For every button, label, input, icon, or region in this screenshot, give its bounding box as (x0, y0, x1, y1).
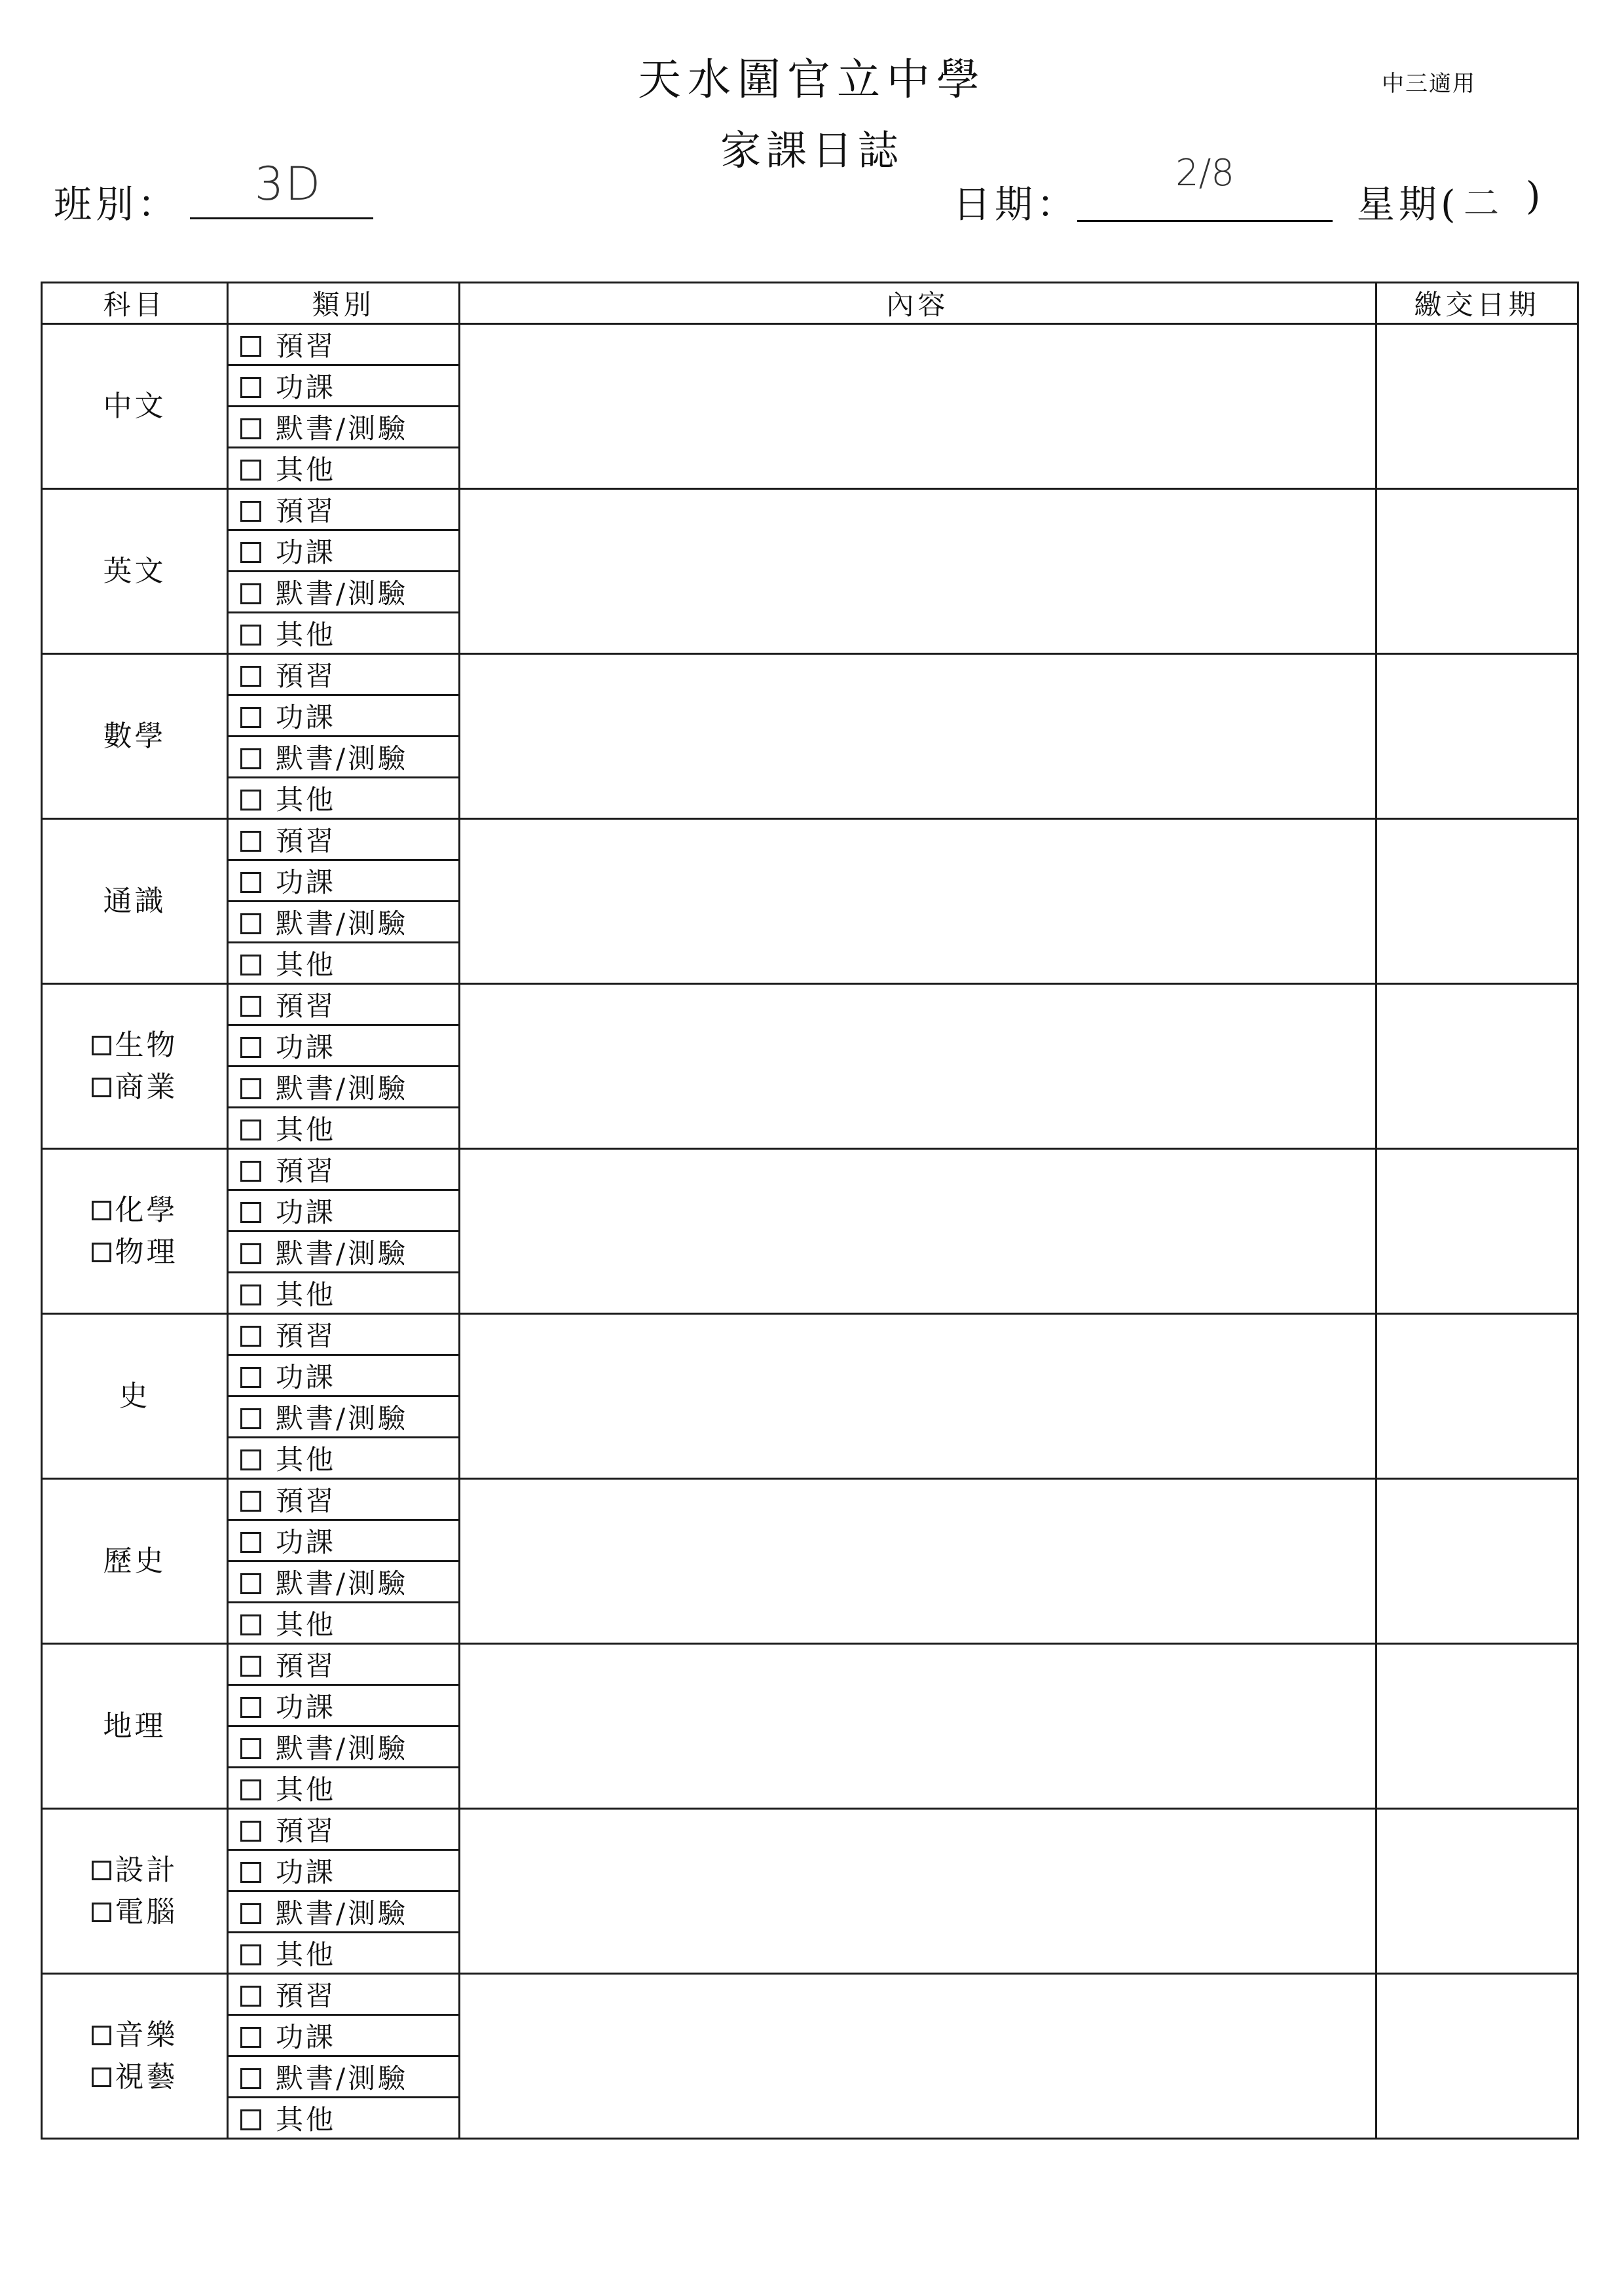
category-cell[interactable] (228, 365, 460, 407)
table-row (42, 489, 1578, 530)
homework-table-body (42, 324, 1578, 2139)
due-date-cell[interactable] (1376, 654, 1578, 819)
content-cell[interactable] (460, 1479, 1376, 1644)
category-cell[interactable] (228, 1685, 460, 1726)
category-cell[interactable] (228, 1355, 460, 1396)
table-row (42, 819, 1578, 860)
category-cell[interactable] (228, 530, 460, 572)
category-cell[interactable] (228, 1768, 460, 1809)
category-cell[interactable] (228, 1190, 460, 1231)
category-label: 預習 (276, 330, 337, 362)
category-cell[interactable] (228, 1933, 460, 1974)
header-due-date: 繳交日期 (1376, 283, 1578, 324)
subject-cell (42, 489, 228, 654)
header-category: 類別 (228, 283, 460, 324)
category-checkbox[interactable] (240, 1449, 261, 1470)
category-checkbox[interactable] (240, 707, 261, 728)
category-checkbox[interactable] (240, 666, 261, 687)
due-date-cell[interactable] (1376, 1809, 1578, 1974)
subject-name: 物理 (115, 1235, 178, 1269)
category-cell[interactable] (228, 860, 460, 902)
category-label: 預習 (276, 495, 337, 527)
header-content: 內容 (460, 283, 1376, 324)
content-cell[interactable] (460, 1974, 1376, 2139)
category-label: 功課 (276, 1526, 337, 1558)
subject-option[interactable] (43, 1066, 227, 1108)
category-cell[interactable] (228, 613, 460, 654)
category-label: 功課 (276, 1196, 337, 1228)
category-checkbox[interactable] (240, 1738, 261, 1759)
content-cell[interactable] (460, 1149, 1376, 1314)
category-label: 默書/測驗 (276, 1402, 409, 1434)
category-cell[interactable] (228, 819, 460, 860)
category-checkbox[interactable] (240, 1779, 261, 1800)
category-label: 其他 (276, 2104, 337, 2136)
subject-name: 商業 (115, 1070, 178, 1104)
category-cell[interactable] (228, 1603, 460, 1644)
category-label: 其他 (276, 1444, 337, 1476)
category-checkbox[interactable] (240, 996, 261, 1017)
category-cell[interactable] (228, 1644, 460, 1685)
subject-option (43, 716, 227, 757)
category-label: 預習 (276, 1650, 337, 1682)
category-label: 功課 (276, 371, 337, 403)
subject-option[interactable] (43, 1231, 227, 1273)
category-label: 其他 (276, 1609, 337, 1641)
category-cell[interactable] (228, 407, 460, 448)
subject-cell (42, 1149, 228, 1314)
due-date-cell[interactable] (1376, 489, 1578, 654)
category-cell[interactable] (228, 984, 460, 1025)
subject-checkbox[interactable] (92, 1036, 111, 1055)
subject-cell (42, 324, 228, 489)
category-checkbox[interactable] (240, 542, 261, 563)
category-checkbox[interactable] (240, 625, 261, 646)
subject-checkbox[interactable] (92, 1201, 111, 1220)
due-date-cell[interactable] (1376, 819, 1578, 984)
table-row (42, 1644, 1578, 1685)
category-label: 其他 (276, 784, 337, 816)
category-cell[interactable] (228, 1314, 460, 1355)
category-label: 預習 (276, 1320, 337, 1352)
subject-cell (42, 984, 228, 1149)
category-label: 其他 (276, 949, 337, 981)
table-row (42, 1974, 1578, 2015)
category-checkbox[interactable] (240, 1656, 261, 1677)
category-cell[interactable] (228, 778, 460, 819)
due-date-cell[interactable] (1376, 1644, 1578, 1809)
category-checkbox[interactable] (240, 1573, 261, 1594)
category-label: 其他 (276, 1279, 337, 1311)
subject-checkbox[interactable] (92, 2068, 111, 2087)
content-cell[interactable] (460, 819, 1376, 984)
subject-cell (42, 1974, 228, 2139)
category-label: 其他 (276, 1939, 337, 1971)
content-cell[interactable] (460, 489, 1376, 654)
due-date-cell[interactable] (1376, 324, 1578, 489)
category-cell[interactable] (228, 489, 460, 530)
category-checkbox[interactable] (240, 748, 261, 769)
category-cell[interactable] (228, 695, 460, 737)
category-label: 其他 (276, 619, 337, 651)
subject-option[interactable] (43, 2056, 227, 2098)
category-cell[interactable] (228, 1438, 460, 1479)
category-checkbox[interactable] (240, 790, 261, 811)
category-cell[interactable] (228, 572, 460, 613)
category-cell[interactable] (228, 2015, 460, 2056)
subject-name: 音樂 (115, 2018, 178, 2052)
category-label: 預習 (276, 1485, 337, 1517)
category-label: 預習 (276, 1815, 337, 1847)
table-row (42, 1809, 1578, 1850)
category-checkbox[interactable] (240, 1202, 261, 1223)
category-cell[interactable] (228, 2098, 460, 2139)
content-cell[interactable] (460, 1809, 1376, 1974)
due-date-cell[interactable] (1376, 1149, 1578, 1314)
subject-checkbox[interactable] (92, 1243, 111, 1262)
subject-name: 設計 (115, 1853, 178, 1887)
content-cell[interactable] (460, 654, 1376, 819)
subject-cell (42, 1644, 228, 1809)
category-checkbox[interactable] (240, 1986, 261, 2007)
category-checkbox[interactable] (240, 1944, 261, 1965)
subject-option (43, 1705, 227, 1747)
category-checkbox[interactable] (240, 955, 261, 975)
category-checkbox[interactable] (240, 1037, 261, 1058)
category-cell[interactable] (228, 1561, 460, 1603)
category-checkbox[interactable] (240, 418, 261, 439)
category-cell[interactable] (228, 737, 460, 778)
date-label: 日期： (953, 182, 1079, 227)
category-checkbox[interactable] (240, 1326, 261, 1347)
category-checkbox[interactable] (240, 1120, 261, 1140)
category-label: 功課 (276, 536, 337, 568)
category-label: 其他 (276, 454, 337, 486)
table-row (42, 1314, 1578, 1355)
category-label: 預習 (276, 660, 337, 692)
category-checkbox[interactable] (240, 1821, 261, 1842)
category-cell[interactable] (228, 1891, 460, 1933)
category-checkbox[interactable] (240, 501, 261, 522)
category-cell[interactable] (228, 1273, 460, 1314)
date-value[interactable]: 2/8 (1175, 152, 1235, 194)
category-checkbox[interactable] (240, 1285, 261, 1305)
category-label: 功課 (276, 866, 337, 898)
subject-checkbox[interactable] (92, 2026, 111, 2045)
header-subject: 科目 (42, 283, 228, 324)
category-checkbox[interactable] (240, 1367, 261, 1388)
category-checkbox[interactable] (240, 872, 261, 893)
category-label: 默書/測驗 (276, 577, 409, 610)
subject-name: 歷史 (103, 1544, 166, 1578)
category-cell[interactable] (228, 1809, 460, 1850)
category-cell[interactable] (228, 902, 460, 943)
subject-option (43, 386, 227, 428)
class-label: 班別： (54, 182, 180, 227)
subject-option (43, 881, 227, 922)
subject-name: 生物 (115, 1028, 178, 1062)
category-cell[interactable] (228, 2056, 460, 2098)
subject-name: 數學 (103, 719, 166, 753)
subject-cell (42, 819, 228, 984)
category-label: 功課 (276, 1856, 337, 1888)
table-row (42, 1149, 1578, 1190)
subject-name: 史 (119, 1379, 151, 1413)
category-cell[interactable] (228, 1396, 460, 1438)
category-checkbox[interactable] (240, 2068, 261, 2089)
subject-option[interactable] (43, 2014, 227, 2056)
class-value[interactable]: 3D (254, 157, 322, 211)
subject-name: 地理 (103, 1709, 166, 1743)
category-label: 默書/測驗 (276, 1732, 409, 1764)
category-cell[interactable] (228, 1066, 460, 1108)
subject-name: 電腦 (115, 1895, 178, 1929)
table-row (42, 324, 1578, 365)
category-cell[interactable] (228, 654, 460, 695)
weekday-label: 星期( (1357, 182, 1460, 227)
content-cell[interactable] (460, 1644, 1376, 1809)
category-checkbox[interactable] (240, 1491, 261, 1512)
category-label: 功課 (276, 1031, 337, 1063)
category-label: 功課 (276, 1691, 337, 1723)
category-cell[interactable] (228, 1231, 460, 1273)
category-cell[interactable] (228, 1726, 460, 1768)
category-label: 默書/測驗 (276, 742, 409, 774)
subject-option (43, 551, 227, 592)
category-label: 默書/測驗 (276, 412, 409, 445)
category-checkbox[interactable] (240, 831, 261, 852)
category-checkbox[interactable] (240, 1161, 261, 1182)
category-label: 預習 (276, 825, 337, 857)
category-checkbox[interactable] (240, 2109, 261, 2130)
category-label: 其他 (276, 1114, 337, 1146)
due-date-cell[interactable] (1376, 1974, 1578, 2139)
weekday-close-paren: ) (1526, 173, 1541, 218)
category-checkbox[interactable] (240, 460, 261, 481)
content-cell[interactable] (460, 984, 1376, 1149)
category-label: 預習 (276, 990, 337, 1022)
subject-option (43, 1540, 227, 1582)
table-row (42, 1479, 1578, 1520)
category-label: 功課 (276, 701, 337, 733)
category-cell[interactable] (228, 1850, 460, 1891)
content-cell[interactable] (460, 1314, 1376, 1479)
category-label: 默書/測驗 (276, 1237, 409, 1269)
table-row (42, 654, 1578, 695)
subject-name: 英文 (103, 554, 166, 588)
form-title: 家課日誌 (720, 126, 904, 174)
subject-checkbox[interactable] (92, 1903, 111, 1922)
category-cell[interactable] (228, 1025, 460, 1066)
category-label: 默書/測驗 (276, 1897, 409, 1929)
table-row (42, 984, 1578, 1025)
category-cell[interactable] (228, 1974, 460, 2015)
class-field-line (190, 217, 373, 219)
category-cell[interactable] (228, 1149, 460, 1190)
category-cell[interactable] (228, 1108, 460, 1149)
content-cell[interactable] (460, 324, 1376, 489)
homework-table (41, 282, 1579, 2140)
category-label: 默書/測驗 (276, 2062, 409, 2094)
category-cell[interactable] (228, 1520, 460, 1561)
category-checkbox[interactable] (240, 1862, 261, 1883)
due-date-cell[interactable] (1376, 984, 1578, 1149)
category-label: 默書/測驗 (276, 1567, 409, 1599)
subject-cell (42, 1314, 228, 1479)
subject-name: 化學 (115, 1193, 178, 1227)
subject-name: 中文 (103, 389, 166, 423)
subject-cell (42, 654, 228, 819)
subject-checkbox[interactable] (92, 1078, 111, 1097)
category-checkbox[interactable] (240, 1408, 261, 1429)
category-cell[interactable] (228, 1479, 460, 1520)
category-checkbox[interactable] (240, 377, 261, 398)
category-checkbox[interactable] (240, 1903, 261, 1924)
category-cell[interactable] (228, 448, 460, 489)
date-field-line (1077, 220, 1333, 222)
subject-name: 視藝 (115, 2060, 178, 2094)
category-label: 默書/測驗 (276, 1072, 409, 1104)
category-checkbox[interactable] (240, 1697, 261, 1718)
category-checkbox[interactable] (240, 1532, 261, 1553)
subject-option[interactable] (43, 1025, 227, 1066)
category-checkbox[interactable] (240, 1078, 261, 1099)
category-label: 功課 (276, 1361, 337, 1393)
category-checkbox[interactable] (240, 1243, 261, 1264)
category-checkbox[interactable] (240, 583, 261, 604)
subject-cell (42, 1479, 228, 1644)
category-checkbox[interactable] (240, 2027, 261, 2048)
category-checkbox[interactable] (240, 1614, 261, 1635)
due-date-cell[interactable] (1376, 1314, 1578, 1479)
school-name: 天水圍官立中學 (638, 54, 986, 105)
subject-option[interactable] (43, 1850, 227, 1891)
subject-cell (42, 1809, 228, 1974)
subject-checkbox[interactable] (92, 1861, 111, 1880)
category-cell[interactable] (228, 324, 460, 365)
weekday-value[interactable]: 二 (1464, 183, 1499, 224)
due-date-cell[interactable] (1376, 1479, 1578, 1644)
subject-option[interactable] (43, 1891, 227, 1933)
subject-name: 通識 (103, 884, 166, 918)
category-cell[interactable] (228, 943, 460, 984)
category-checkbox[interactable] (240, 913, 261, 934)
subject-option[interactable] (43, 1190, 227, 1231)
category-label: 其他 (276, 1774, 337, 1806)
table-header-row (42, 283, 1578, 324)
category-label: 預習 (276, 1155, 337, 1187)
subject-option (43, 1376, 227, 1417)
category-label: 默書/測驗 (276, 907, 409, 939)
category-label: 功課 (276, 2021, 337, 2053)
category-checkbox[interactable] (240, 336, 261, 357)
grade-note: 中三適用 (1382, 71, 1476, 97)
category-label: 預習 (276, 1980, 337, 2012)
